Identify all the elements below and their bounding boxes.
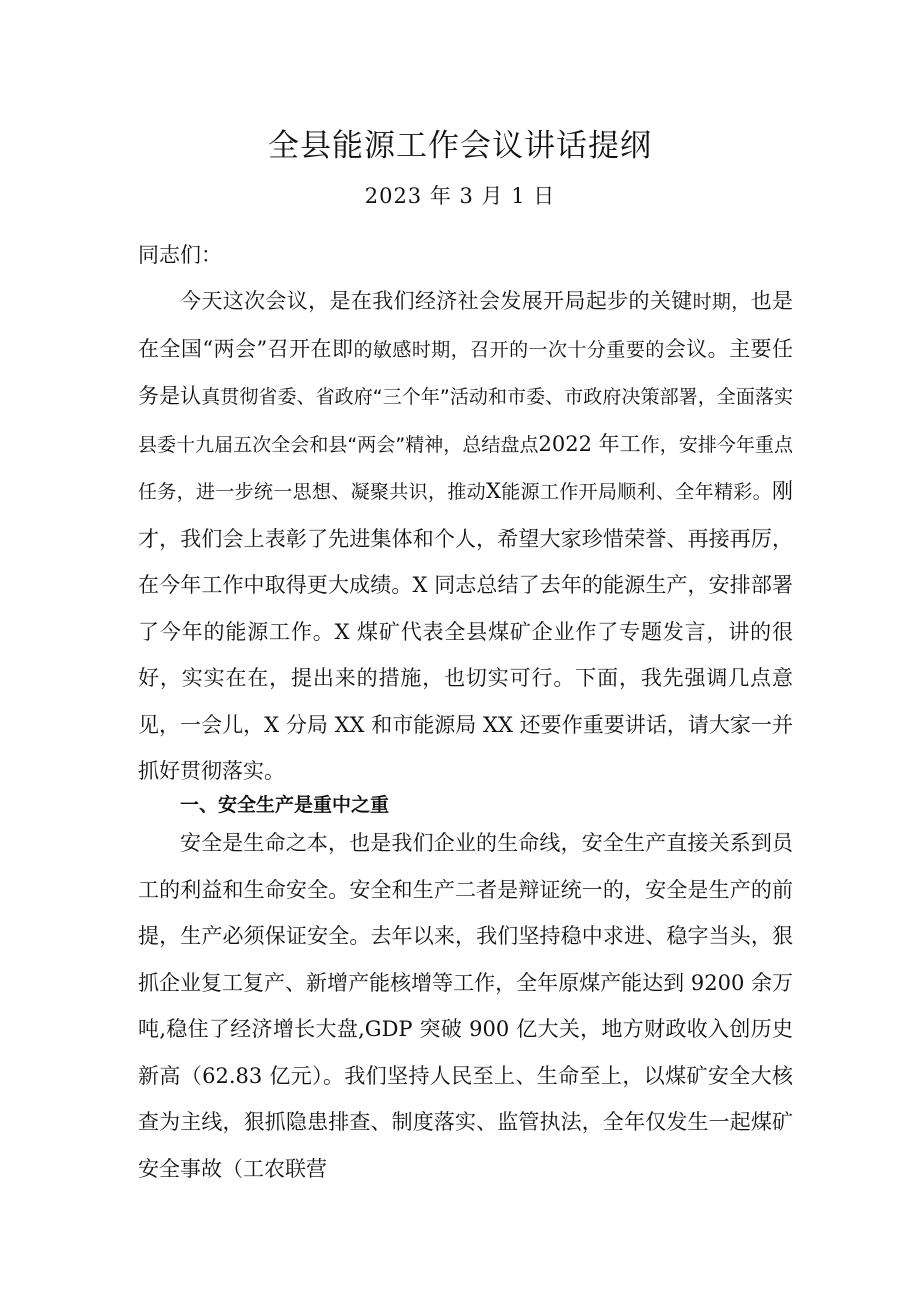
paragraph-opening-part7: 2022 年工	[538, 431, 641, 456]
paragraph-safety: 安全是生命之本，也是我们企业的生命线，安全生产直接关系到员工的利益和生命安全。安全和生产二者是辩证统一的，安全是生产的前提，生产必须保证安全。去年以来，我们坚持稳中求进、稳字当头，狠抓企业复工复产、新增产能核增等工作，全年原煤产能达到 9200 余万吨,稳住了经济增长大盘,GDP 突破 900 亿大关，地方财政收入创历史新高（62.83 亿元）。我们坚持人民至上、生命至上，以煤矿安全大核查为主线，狠抓隐患排查、制度落实、监管执法，全年仅发生一起煤矿安全事故（工农联营	[138, 831, 793, 1181]
paragraph-opening	[138, 278, 793, 795]
document-title: 全县能源工作会议讲话提纲	[268, 128, 652, 164]
paragraph-opening-part4: 的敏感时期，召开的一次十分重要的	[353, 338, 665, 361]
paragraph-opening-part9: X	[486, 479, 501, 503]
paragraph-opening-part2: 时期，	[692, 291, 751, 313]
paragraph-opening-part10: 能源工作开局顺利、全年精彩。	[500, 481, 772, 503]
paragraph-opening-part6: 真贯彻省委、省政府“三个年”活动和市委、市政府决策部署，全面落实县委十九届五次全会和县“两会”精神，总结盘点	[138, 386, 793, 456]
section-heading-safety: 一、安全生产是重中之重	[180, 794, 390, 816]
paragraph-opening-part5: 会议。主要任务是认	[138, 336, 793, 408]
paragraph-opening-part3: 也是在全国“两会”召开在即	[138, 289, 793, 361]
paragraph-opening-part11: 刚才，我们会上表彰了先进集体和个人，希望大家珍惜荣誉、再接再厉，在今年工作中取得更大成绩。X 同志总结了去年的能源生产，安排部署了今年的能源工作。X 煤矿代表全县煤矿企业作了专题发言，讲的很好，实实在在，提出来的措施，也切实可行。下面，我先强调几点意见，一会儿，X 分局 XX 和市能源局 XX 还要作重要讲话，请大家一并抓好贯彻落实。	[138, 479, 793, 783]
salutation: 同志们：	[138, 243, 222, 267]
paragraph-opening-part1: 今天这次会议，是在我们经济社会发展开局起步的关键	[180, 289, 693, 313]
paragraph-opening-part8: 作，安排今年重点任务，进一步统一思想、凝聚共识，推动	[138, 433, 793, 503]
document-date: 2023 年 3 月 1 日	[364, 184, 556, 208]
